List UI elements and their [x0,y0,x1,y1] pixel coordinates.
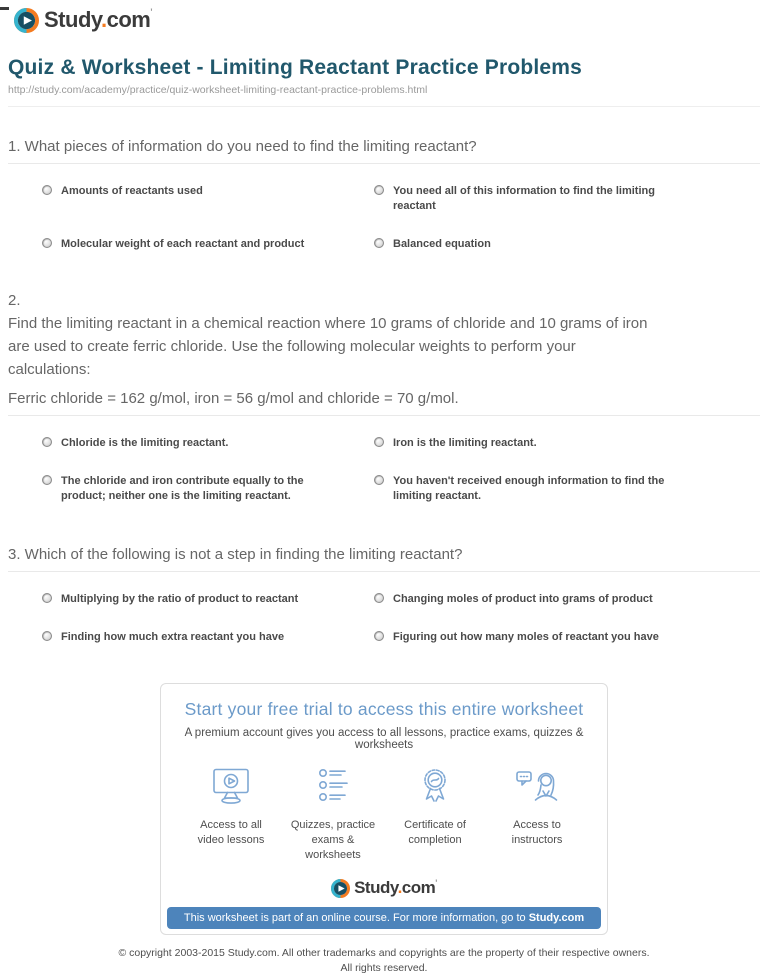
feature-instructors [487,768,587,863]
question-1-divider [8,163,760,164]
trial-features [181,768,587,863]
radio-button[interactable] [42,238,52,248]
radio-button[interactable] [42,475,52,485]
option-label[interactable]: The chloride and iron contribute equally to the product; neither one is the limiting reactant. [61,475,304,502]
question-1-prompt: 1. What pieces of information do you need to find the limiting reactant? [8,138,477,155]
option-label[interactable]: Iron is the limiting reactant. [393,437,537,449]
feature-video-lessons [181,768,281,863]
feature-label: Quizzes, practice exams & worksheets [290,819,376,861]
q2-option-c[interactable] [42,474,374,504]
trial-heading: Start your free trial to access this entire worksheet [184,699,584,719]
question-3-prompt: 3. Which of the following is not a step in finding the limiting reactant? [8,546,463,563]
q2-option-b[interactable] [374,436,704,451]
question-3-options [8,592,760,645]
option-label[interactable]: You haven't received enough information to find the limiting reactant. [393,475,665,502]
card-studycom-logo [161,878,607,898]
question-3 [8,546,760,645]
question-2-weights: Ferric chloride = 162 g/mol, iron = 56 g/mol and chloride = 70 g/mol. [8,390,459,407]
q3-option-c[interactable] [42,630,374,645]
radio-button[interactable] [42,185,52,195]
question-1 [8,138,760,252]
feature-quizzes [283,768,383,863]
radio-button[interactable] [374,238,384,248]
question-2-body: Find the limiting reactant in a chemical reaction where 10 grams of chloride and 10 grams of iron are used to create ferric chloride. Use the following molecular weights to perform your calculations: [8,315,648,378]
option-label[interactable]: Figuring out how many moles of reactant you have [393,631,659,643]
option-label[interactable]: Changing moles of product into grams of product [393,593,653,605]
studycom-play-icon [14,8,39,33]
header-divider [8,106,760,107]
radio-button[interactable] [42,593,52,603]
option-label[interactable]: Molecular weight of each reactant and product [61,238,305,250]
question-2-options [8,436,760,504]
radio-button[interactable] [42,631,52,641]
screenshot-edge-artifact [0,7,9,10]
feature-label: Certificate of completion [404,819,466,846]
question-2 [8,292,760,504]
logo-wordmark: Study.com' [44,7,152,32]
question-3-divider [8,571,760,572]
banner-text: This worksheet is part of an online course. For more information, go to [183,912,529,924]
q3-option-b[interactable] [374,592,704,607]
q3-option-d[interactable] [374,630,704,645]
option-label[interactable]: Amounts of reactants used [61,185,203,197]
certificate-icon [413,768,457,806]
feature-label: Access to all video lessons [197,819,265,846]
q3-option-a[interactable] [42,592,374,607]
question-1-options [8,184,760,252]
radio-button[interactable] [374,631,384,641]
option-label[interactable]: You need all of this information to find the limiting reactant [393,185,655,212]
course-info-banner [167,907,601,929]
question-2-number: 2. [8,292,21,309]
feature-label: Access to instructors [511,819,563,846]
q2-option-d[interactable] [374,474,704,504]
logo-wordmark: Study.com' [354,878,437,897]
feature-certificate [385,768,485,863]
option-label[interactable]: Finding how much extra reactant you have [61,631,285,643]
copyright-notice: © copyright 2003-2015 Study.com. All other trademarks and copyrights are the property of their respective owners. All rights reserved. [118,947,650,974]
radio-button[interactable] [374,593,384,603]
studycom-logo[interactable] [14,7,768,33]
trial-subheading: A premium account gives you access to all lessons, practice exams, quizzes & worksheets [184,727,584,751]
q1-option-b[interactable] [374,184,704,214]
studycom-play-icon [331,879,350,898]
option-label[interactable]: Chloride is the limiting reactant. [61,437,229,449]
radio-button[interactable] [42,437,52,447]
option-label[interactable]: Multiplying by the ratio of product to reactant [61,593,299,605]
radio-button[interactable] [374,475,384,485]
video-lessons-icon [209,768,253,806]
question-2-divider [8,415,760,416]
q1-option-d[interactable] [374,237,704,252]
q1-option-a[interactable] [42,184,374,214]
free-trial-card [160,683,608,935]
option-label[interactable]: Balanced equation [393,238,491,250]
radio-button[interactable] [374,437,384,447]
page-url: http://study.com/academy/practice/quiz-worksheet-limiting-reactant-practice-problems.html [8,84,428,96]
instructors-icon [515,768,559,806]
radio-button[interactable] [374,185,384,195]
q1-option-c[interactable] [42,237,374,252]
q2-option-a[interactable] [42,436,374,451]
page-title: Quiz & Worksheet - Limiting Reactant Practice Problems [8,56,583,79]
banner-studycom-link[interactable]: Study.com [528,912,585,924]
quizzes-worksheets-icon [311,768,355,806]
